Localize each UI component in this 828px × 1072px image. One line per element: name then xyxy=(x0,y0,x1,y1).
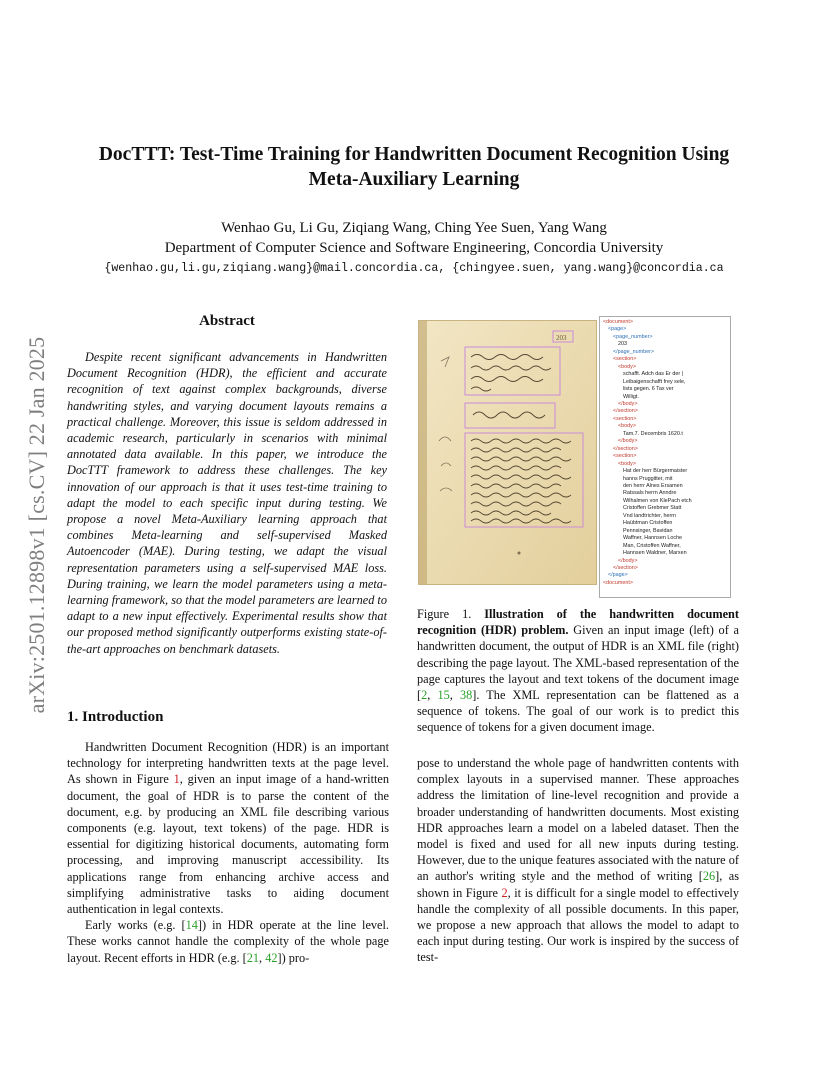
xml-line: <body> xyxy=(618,423,636,430)
xml-line: <page> xyxy=(608,326,627,333)
introduction-right-column xyxy=(417,755,739,966)
caption-label: Figure 1. xyxy=(417,607,485,621)
xml-line: Haübtman Cristoffen xyxy=(623,520,673,527)
intro-paragraph-1 xyxy=(67,739,389,917)
citation-link[interactable]: 2 xyxy=(421,688,428,703)
text-run: ]. The XML representation can be flattened as a sequence of tokens. The goal of our work is to predict this sequence of tokens for a given document image. xyxy=(417,688,739,735)
xml-line: </body> xyxy=(618,400,638,407)
section-heading-introduction: 1. Introduction xyxy=(67,709,164,725)
arxiv-stamp xyxy=(22,290,52,760)
xml-line: hanns Pruggitter, mit xyxy=(623,475,673,482)
figure-link[interactable]: 1 xyxy=(173,772,180,787)
citation-link[interactable]: 21 xyxy=(246,950,260,965)
paper-title xyxy=(80,142,748,192)
citation-link[interactable]: 38 xyxy=(459,688,473,703)
xml-line: den herrr Alnes Ersamen xyxy=(623,482,683,489)
introduction-left-column xyxy=(67,739,389,966)
manuscript-illustration xyxy=(419,321,596,584)
xml-line: <document> xyxy=(603,579,633,586)
title-line-1: DocTTT: Test-Time Training for Handwritten Document Recognition Using xyxy=(98,144,730,165)
xml-line: Ratssals herrn Anndre xyxy=(623,490,677,497)
xml-line: Willigt. xyxy=(623,393,639,400)
citation-link[interactable]: 42 xyxy=(265,950,278,965)
xml-line: <document> xyxy=(603,319,633,325)
manuscript-page-number: 203 xyxy=(556,334,567,342)
xml-line: <body> xyxy=(618,460,636,467)
text-run: , xyxy=(259,950,266,965)
xml-output-panel xyxy=(599,316,731,598)
text-run: Early works (e.g. [ xyxy=(85,918,186,933)
xml-line: schafft. Adch das Er der | xyxy=(623,371,684,378)
citation-link[interactable]: 14 xyxy=(185,918,198,933)
arxiv-identifier: arXiv:2501.12898v1 [cs.CV] 22 Jan 2025 xyxy=(24,336,49,714)
xml-line: lists gegen. 6 Tax ver xyxy=(623,386,674,393)
text-run: , given an input image of a hand-written document, the goal of HDR is to parse the content of the document, e.g. by producing an XML file describing various components (e.g. layout, text tokens) of the page. HDR is essential for digitizing historical documents, automating form processing, and improving manuscript accessibility. Its applications range from enhancing archive access and simplifying administrative tasks to aiding document authentication in legal contexts. xyxy=(67,772,390,917)
xml-line: Hat der herr Bürgermaister xyxy=(623,468,688,475)
xml-line: Wilhalmen von KlePach etch xyxy=(623,497,692,504)
xml-line: <page_number> xyxy=(613,333,653,340)
text-run: Handwritten Document Recognition (HDR) is an important technology for interpreting handwritten texts at the page level. As shown in Figure xyxy=(67,740,389,787)
affiliation: Department of Computer Science and Software Engineering, Concordia University xyxy=(164,240,664,256)
xml-line: Cristoffen Grebmer Statt xyxy=(623,505,682,512)
xml-line: </body> xyxy=(618,557,638,564)
citation-link[interactable]: 26 xyxy=(702,869,716,884)
text-run: ]) pro- xyxy=(277,950,310,965)
title-line-2: Meta-Auxiliary Learning xyxy=(308,169,520,190)
xml-line: Vnd landtrichter, herrn xyxy=(623,512,677,519)
caption-bold-title: Illustration of the handwritten document recognition (HDR) problem. xyxy=(417,607,739,638)
citation-link[interactable]: 15 xyxy=(437,688,450,703)
xml-line: Pennsinger, Bavidan xyxy=(623,527,673,534)
author-emails: {wenhao.gu,li.gu,ziqiang.wang}@mail.concordia.ca, {chingyee.suen, yang.wang}@concordia.ca xyxy=(104,262,724,275)
intro-paragraph-2 xyxy=(67,917,389,966)
figure-link[interactable]: 2 xyxy=(501,885,508,900)
author-list: Wenhao Gu, Li Gu, Ziqiang Wang, Ching Yee Suen, Yang Wang xyxy=(221,220,607,236)
handwritten-document-image xyxy=(418,320,597,585)
text-run: Given an input image (left) of a handwritten document, the output of HDR is an XML file (right) describing the page layout. The XML-based representation of the page captures the layout and text tokens of the document image [ xyxy=(417,623,740,703)
xml-line: Leibaigenschafft frey sele, xyxy=(623,378,686,385)
text-run: ], as shown in Figure xyxy=(417,869,739,900)
xml-line: </body> xyxy=(618,438,638,445)
text-run: pose to understand the whole page of handwritten contents with complex layouts in a supervised manner. These approaches address the limitation of line-level recognition and provide a broader understanding of handwritten documents. Most existing HDR approaches learn a model on a labeled dataset. Then the model is fixed and used for all new inputs during testing. However, due to the unique features associated with the nature of an author's writing style and the method of writing [ xyxy=(417,756,739,884)
abstract-heading: Abstract xyxy=(199,313,255,329)
text-run: , it is difficult for a single model to effectively handle the complexity of all possible documents. In this paper, we propose a new approach that allows the model to adapt to each input during testing. Our work is inspired by the success of test- xyxy=(417,885,739,965)
xml-line: </page_number> xyxy=(613,348,655,355)
xml-line: 203 xyxy=(618,341,627,348)
xml-line: </section> xyxy=(613,445,638,452)
xml-line: Man, Cristoffen Waffner, xyxy=(623,542,681,549)
text-run: ]) in HDR operate at the line level. These works cannot handle the complexity of the whole page layout. Recent efforts in HDR (e.g. [ xyxy=(67,918,389,965)
xml-line: <section> xyxy=(613,453,637,460)
xml-line: Tam.7. Decembris 1620.t xyxy=(623,430,683,437)
xml-line: </page> xyxy=(608,572,628,579)
abstract-text: Despite recent significant advancements in Handwritten Document Recognition (HDR), the efficient and accurate recognition of text against complex backgrounds, diverse handwriting styles, and varying document layouts remains a practical challenge. Moreover, this issue is seldom addressed in academic research, particularly in scenarios with minimal annotated data available. In this paper, we introduce the DocTTT framework to address these challenges. The key innovation of our approach is that it uses test-time training to adapt the model to each specific input during testing. We propose a novel Meta-Auxiliary learning approach that combines Meta-learning and self-supervised Masked Autoencoder (MAE). During testing, we adapt the visual representation parameters using a self-supervised MAE loss. During training, we learn the model parameters using a meta-learning framework, so that the model parameters are learned to adapt to a new input effectively. Experimental results show that our proposed method significantly outperforms existing state-of-the-art approaches on benchmark datasets. xyxy=(67,350,387,656)
xml-line: </section> xyxy=(613,408,638,415)
xml-line: Hannsen Waldner, Marxen xyxy=(623,550,687,557)
xml-line: Waffner, Hannsen Loche xyxy=(623,535,683,542)
xml-line: </section> xyxy=(613,564,638,571)
xml-line: <section> xyxy=(613,356,637,363)
xml-line: <section> xyxy=(613,415,637,422)
figure-1-caption: Figure 1. Illustration of the handwritten document recognition (HDR) problem. Given an input image (left) of a handwritten document, the output of HDR is an XML file (right) describing the page layout. The XML-based representation of the page captures the layout and text tokens of the document image [2, 15, 38]. The XML representation can be flattened as a sequence of tokens. The goal of our work is to predict this sequence of tokens for a given document image. xyxy=(417,607,740,735)
xml-line: <body> xyxy=(618,363,636,370)
